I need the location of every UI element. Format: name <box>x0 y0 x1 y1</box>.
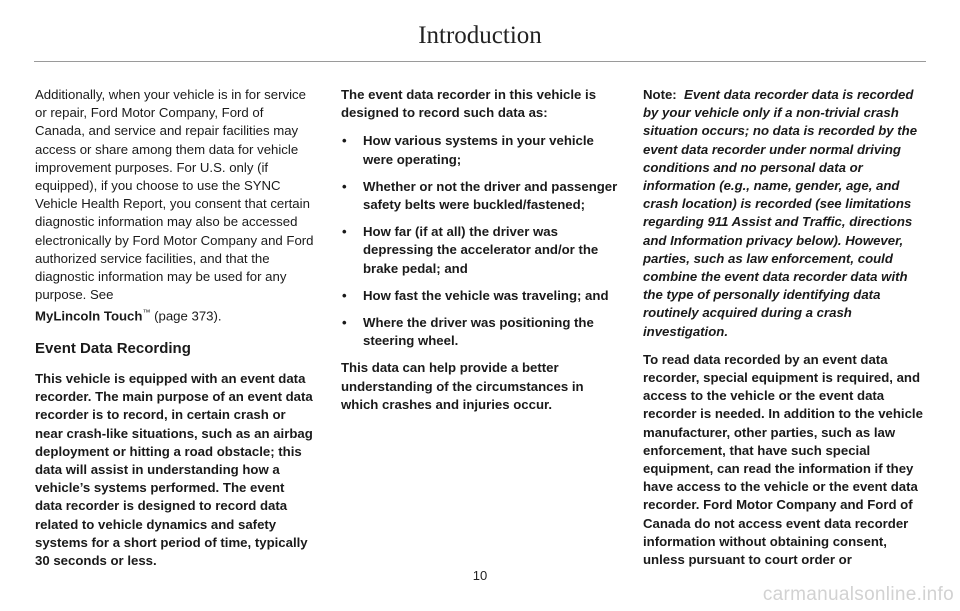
mylincoln-touch-link[interactable]: MyLincoln Touch <box>35 308 143 324</box>
recorder-data-closing: This data can help provide a better understanding of the circumstances in which crashes and injuries occur. <box>341 360 584 412</box>
column-3 <box>643 86 928 579</box>
read-data-paragraph: To read data recorded by an event data recorder, special equipment is required, and access to the vehicle or the event data recorder is needed. In addition to the vehicle manufacturer, other parties, such as law enforcement, that have such special equipment, can read the information if they have access to the vehicle or the event data recorder. Ford Motor Company and Ford of Canada do not access event data recorder information without obtaining consent, unless pursuant to court order or <box>643 351 923 568</box>
note-paragraph <box>643 86 928 341</box>
column-1 <box>35 86 315 580</box>
bullet-icon: • <box>342 178 347 194</box>
list-item: • How fast the vehicle was traveling; and <box>341 287 621 305</box>
note-text: Event data recorder data is recorded by your vehicle only if a non-trivial crash situation occurs; no data is recorded by the event data recorder under normal driving conditions and no personal data or information (e.g., name, gender, age, and crash location) is recorded (see limitations regarding 911 Assist and Traffic, directions and Information privacy below). However, parties, such as law enforcement, could combine the event data recorder data with the type of personally identifying data routinely acquired during a crash investigation. <box>643 87 918 339</box>
column-2 <box>341 86 621 424</box>
recorded-data-list <box>341 132 621 350</box>
trademark-symbol: ™ <box>142 308 151 318</box>
list-item: • How far (if at all) the driver was depressing the accelerator and/or the brake pedal; and <box>342 224 599 276</box>
intro-paragraph-text: Additionally, when your vehicle is in for service or repair, Ford Motor Company, Ford of Canada, and service and repair facilities may access or share among them data for vehicle improvement purposes. For U.S. only (if equipped), if you choose to use the SYNC Vehicle Health Report, you consent that certain diagnostic information may also be accessed electronically by Ford Motor Company and Ford authorized service facilities, and that the diagnostic information may be used for any purpose. See <box>35 87 314 303</box>
intro-paragraph <box>35 86 315 326</box>
event-data-paragraph: This vehicle is equipped with an event data recorder. The main purpose of an event data recorder is to record, in certain crash or near crash-like situations, such as an airbag deployment or hitting a road obstacle; this data will assist in understanding how a vehicle’s systems performed. The event data recorder is designed to record data related to vehicle dynamics and safety systems for a short period of time, typically 30 seconds or less. <box>35 371 313 569</box>
bullet-icon: • <box>342 315 347 331</box>
page-reference: (page 373). <box>150 308 222 324</box>
note-label: Note: <box>643 87 677 102</box>
bullet-icon: • <box>342 224 347 240</box>
header-divider <box>34 61 926 62</box>
list-item: • Where the driver was positioning the steering wheel. <box>342 315 594 349</box>
section-heading-event-data-recording: Event Data Recording <box>35 340 191 358</box>
bullet-icon: • <box>342 133 347 149</box>
list-item: • How various systems in your vehicle were operating; <box>342 133 594 167</box>
list-item: • Whether or not the driver and passenger safety belts were buckled/fastened; <box>342 178 618 213</box>
bullet-icon: • <box>342 287 347 303</box>
watermark: carmanualsonline.info <box>762 584 954 605</box>
page-header-title: Introduction <box>418 22 542 49</box>
page-number: 10 <box>472 568 488 583</box>
recorder-data-intro: The event data recorder in this vehicle is designed to record such data as: <box>341 87 597 121</box>
